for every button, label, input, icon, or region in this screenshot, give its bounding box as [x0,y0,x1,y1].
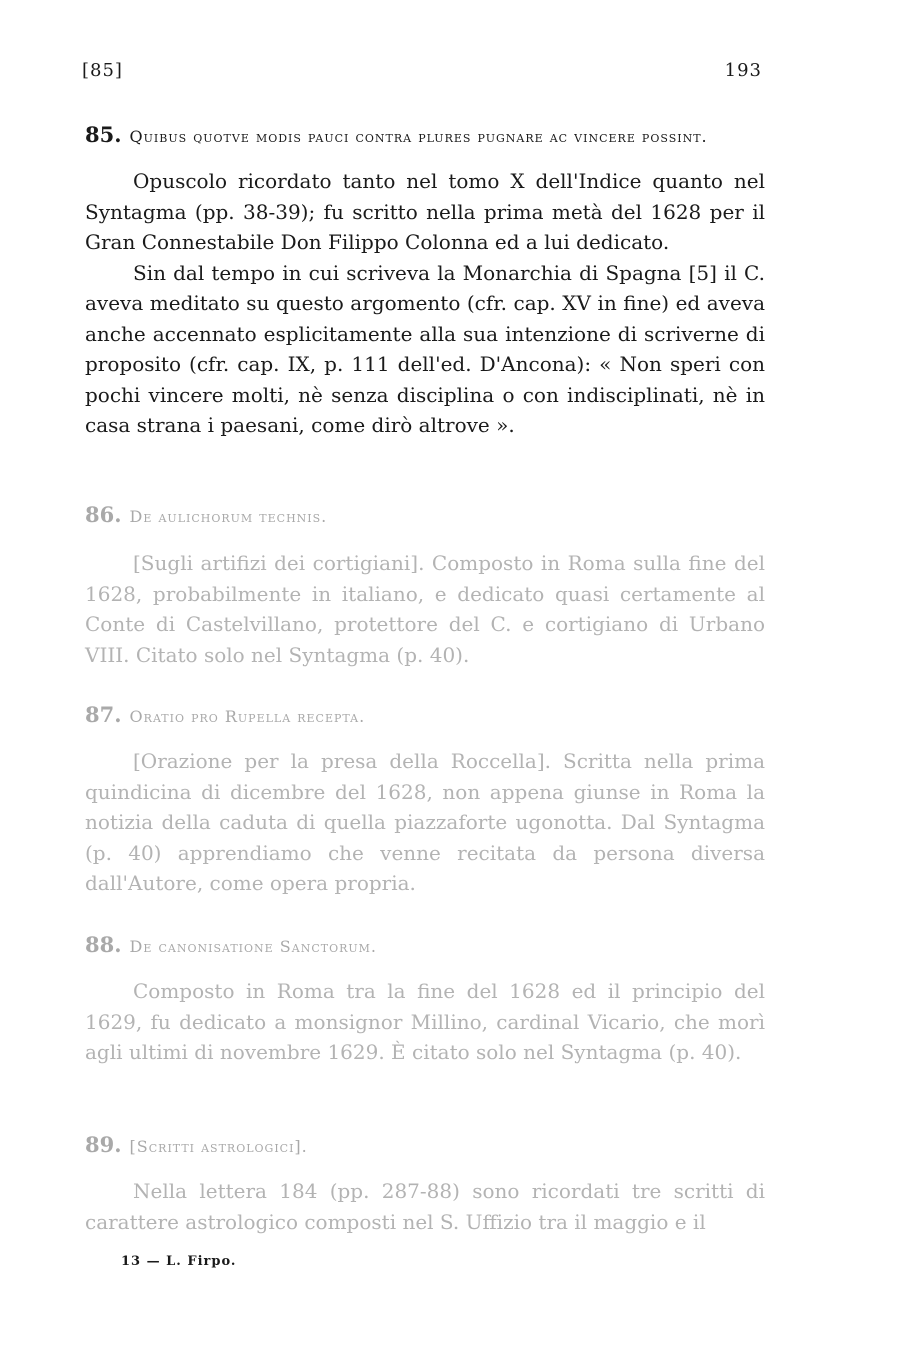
entry-88 [85,932,765,1068]
signature-line: 13 — L. Firpo. [121,1254,237,1269]
entry-number: 89. [85,1132,122,1157]
section-number: [85] [82,60,123,81]
page-number: 193 [724,60,762,81]
entry-paragraph: Sin dal tempo in cui scriveva la Monarchia di Spagna [5] il C. aveva meditato su questo argomento (cfr. cap. XV in fine) ed aveva anche accennato esplicitamente alla sua intenzione di scriverne di proposito (cfr. cap. IX, p. 111 dell'ed. D'Ancona): « Non speri con pochi vincere molti, nè senza disciplina o con indisciplinati, nè in casa strana i paesani, come dirò altrove ». [85,260,765,437]
entry-number: 86. [85,502,122,527]
entry-paragraph: [Sugli artifizi dei cortigiani]. Composto in Roma sulla fine del 1628, probabilmente in italiano, e dedicato quasi certamente al Conte di Castelvillano, protettore del C. e cortigiano di Urbano VIII. Citato solo nel Syntagma (p. 40). [85,551,765,667]
entry-heading [85,932,765,960]
entry-number: 87. [85,702,122,727]
entry-title: De canonisatione Sanctorum. [129,937,377,956]
entry-title: [Scritti astrologici]. [129,1137,308,1156]
entry-paragraph: Nella lettera 184 (pp. 287-88) sono ricordati tre scritti di carattere astrologico composti nel S. Uffizio tra il maggio e il [85,1179,765,1234]
entry-89 [85,1132,765,1237]
entry-heading [85,122,765,150]
entry-85 [85,122,765,441]
entry-number: 85. [85,122,122,147]
entry-87 [85,702,765,899]
entry-heading [85,1132,765,1160]
entry-paragraph: Opuscolo ricordato tanto nel tomo X dell'Indice quanto nel Syntagma (pp. 38-39); fu scritto nella prima metà del 1628 per il Gran Connestabile Don Filippo Colonna ed a lui dedicato. [85,169,765,254]
entry-title: De aulichorum technis. [129,507,328,526]
running-head [82,60,762,81]
entry-paragraph: [Orazione per la presa della Roccella]. Scritta nella prima quindicina di dicembre del 1628, non appena giunse in Roma la notizia della caduta di quella piazzaforte ugonotta. Dal Syntagma (p. 40) apprendiamo che venne recitata da persona diversa dall'Autore, come opera propria. [85,749,765,895]
entry-title: Oratio pro Rupella recepta. [129,707,366,726]
entry-title: Quibus quotve modis pauci contra plures pugnare ac vincere possint. [129,127,708,146]
entry-paragraph: Composto in Roma tra la fine del 1628 ed il principio del 1629, fu dedicato a monsignor Millino, cardinal Vicario, che morì agli ultimi di novembre 1629. È citato solo nel Syntagma (p. 40). [85,979,765,1064]
entry-heading [85,702,765,730]
entry-86 [85,502,765,670]
entry-number: 88. [85,932,122,957]
entry-heading [85,502,765,530]
